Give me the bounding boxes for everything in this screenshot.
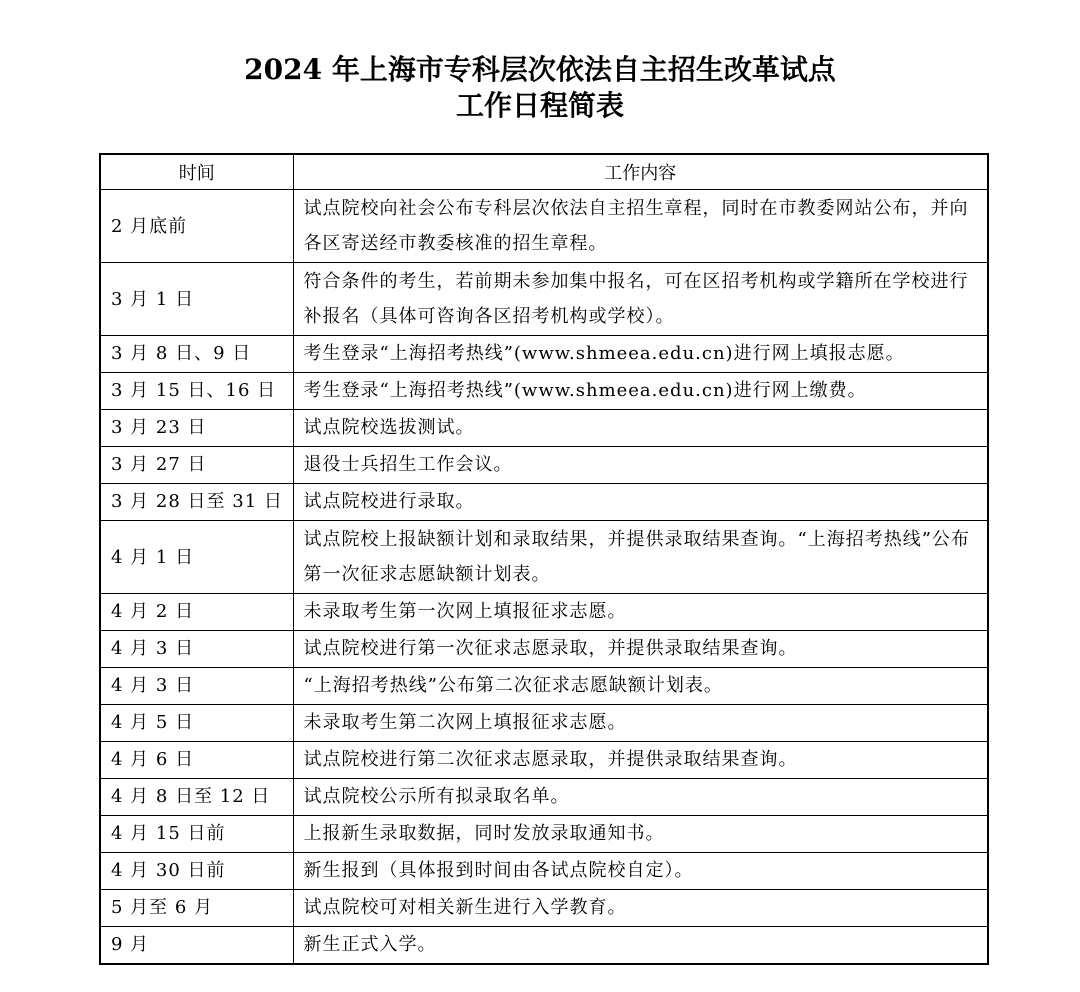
time-cell: 3 月 27 日: [100, 447, 293, 484]
header-content: 工作内容: [293, 154, 988, 190]
time-cell: 4 月 5 日: [100, 705, 293, 742]
time-cell: 9 月: [100, 927, 293, 965]
table-row: [100, 927, 988, 965]
content-cell: 考生登录“上海招考热线”(www.shmeea.edu.cn)进行网上缴费。: [293, 373, 988, 410]
content-cell: 新生正式入学。: [293, 927, 988, 965]
time-cell: 3 月 15 日、16 日: [100, 373, 293, 410]
time-cell: 4 月 30 日前: [100, 853, 293, 890]
time-cell: 3 月 28 日至 31 日: [100, 484, 293, 521]
content-cell: 退役士兵招生工作会议。: [293, 447, 988, 484]
time-cell: 5 月至 6 月: [100, 890, 293, 927]
table-row: [100, 484, 988, 521]
time-cell: 2 月底前: [100, 190, 293, 263]
time-cell: 3 月 8 日、9 日: [100, 336, 293, 373]
content-cell: 试点院校进行第一次征求志愿录取，并提供录取结果查询。: [293, 631, 988, 668]
content-cell: 符合条件的考生，若前期未参加集中报名，可在区招考机构或学籍所在学校进行补报名（具体可咨询各区招考机构或学校）。: [293, 263, 988, 336]
time-cell: 4 月 2 日: [100, 594, 293, 631]
table-row: [100, 263, 988, 336]
content-cell: 试点院校进行录取。: [293, 484, 988, 521]
time-cell: 4 月 15 日前: [100, 816, 293, 853]
table-row: [100, 742, 988, 779]
time-cell: 4 月 3 日: [100, 668, 293, 705]
content-cell: 考生登录“上海招考热线”(www.shmeea.edu.cn)进行网上填报志愿。: [293, 336, 988, 373]
table-row: [100, 668, 988, 705]
content-cell: 试点院校公示所有拟录取名单。: [293, 779, 988, 816]
content-cell: 未录取考生第二次网上填报征求志愿。: [293, 705, 988, 742]
content-cell: “上海招考热线”公布第二次征求志愿缺额计划表。: [293, 668, 988, 705]
table-row: [100, 594, 988, 631]
table-header-row: [100, 154, 988, 190]
table-row: [100, 631, 988, 668]
table-row: [100, 521, 988, 594]
table-row: [100, 373, 988, 410]
content-cell: 未录取考生第一次网上填报征求志愿。: [293, 594, 988, 631]
content-cell: 试点院校选拔测试。: [293, 410, 988, 447]
time-cell: 4 月 1 日: [100, 521, 293, 594]
table-row: [100, 336, 988, 373]
table-row: [100, 853, 988, 890]
time-cell: 4 月 8 日至 12 日: [100, 779, 293, 816]
table-row: [100, 779, 988, 816]
time-cell: 3 月 1 日: [100, 263, 293, 336]
header-time: 时间: [100, 154, 293, 190]
document-title-line-1: 2024 年上海市专科层次依法自主招生改革试点: [244, 53, 836, 86]
content-cell: 新生报到（具体报到时间由各试点院校自定）。: [293, 853, 988, 890]
time-cell: 4 月 6 日: [100, 742, 293, 779]
time-cell: 3 月 23 日: [100, 410, 293, 447]
content-cell: 试点院校可对相关新生进行入学教育。: [293, 890, 988, 927]
table-row: [100, 410, 988, 447]
table-row: [100, 890, 988, 927]
time-cell: 4 月 3 日: [100, 631, 293, 668]
table-row: [100, 190, 988, 263]
content-cell: 试点院校向社会公布专科层次依法自主招生章程，同时在市教委网站公布，并向各区寄送经市教委核准的招生章程。: [293, 190, 988, 263]
content-cell: 上报新生录取数据，同时发放录取通知书。: [293, 816, 988, 853]
table-row: [100, 705, 988, 742]
table-row: [100, 816, 988, 853]
content-cell: 试点院校上报缺额计划和录取结果，并提供录取结果查询。“上海招考热线”公布第一次征求志愿缺额计划表。: [293, 521, 988, 594]
content-cell: 试点院校进行第二次征求志愿录取，并提供录取结果查询。: [293, 742, 988, 779]
table-row: [100, 447, 988, 484]
schedule-table: [99, 153, 989, 965]
document-title-line-2: 工作日程简表: [455, 89, 624, 122]
